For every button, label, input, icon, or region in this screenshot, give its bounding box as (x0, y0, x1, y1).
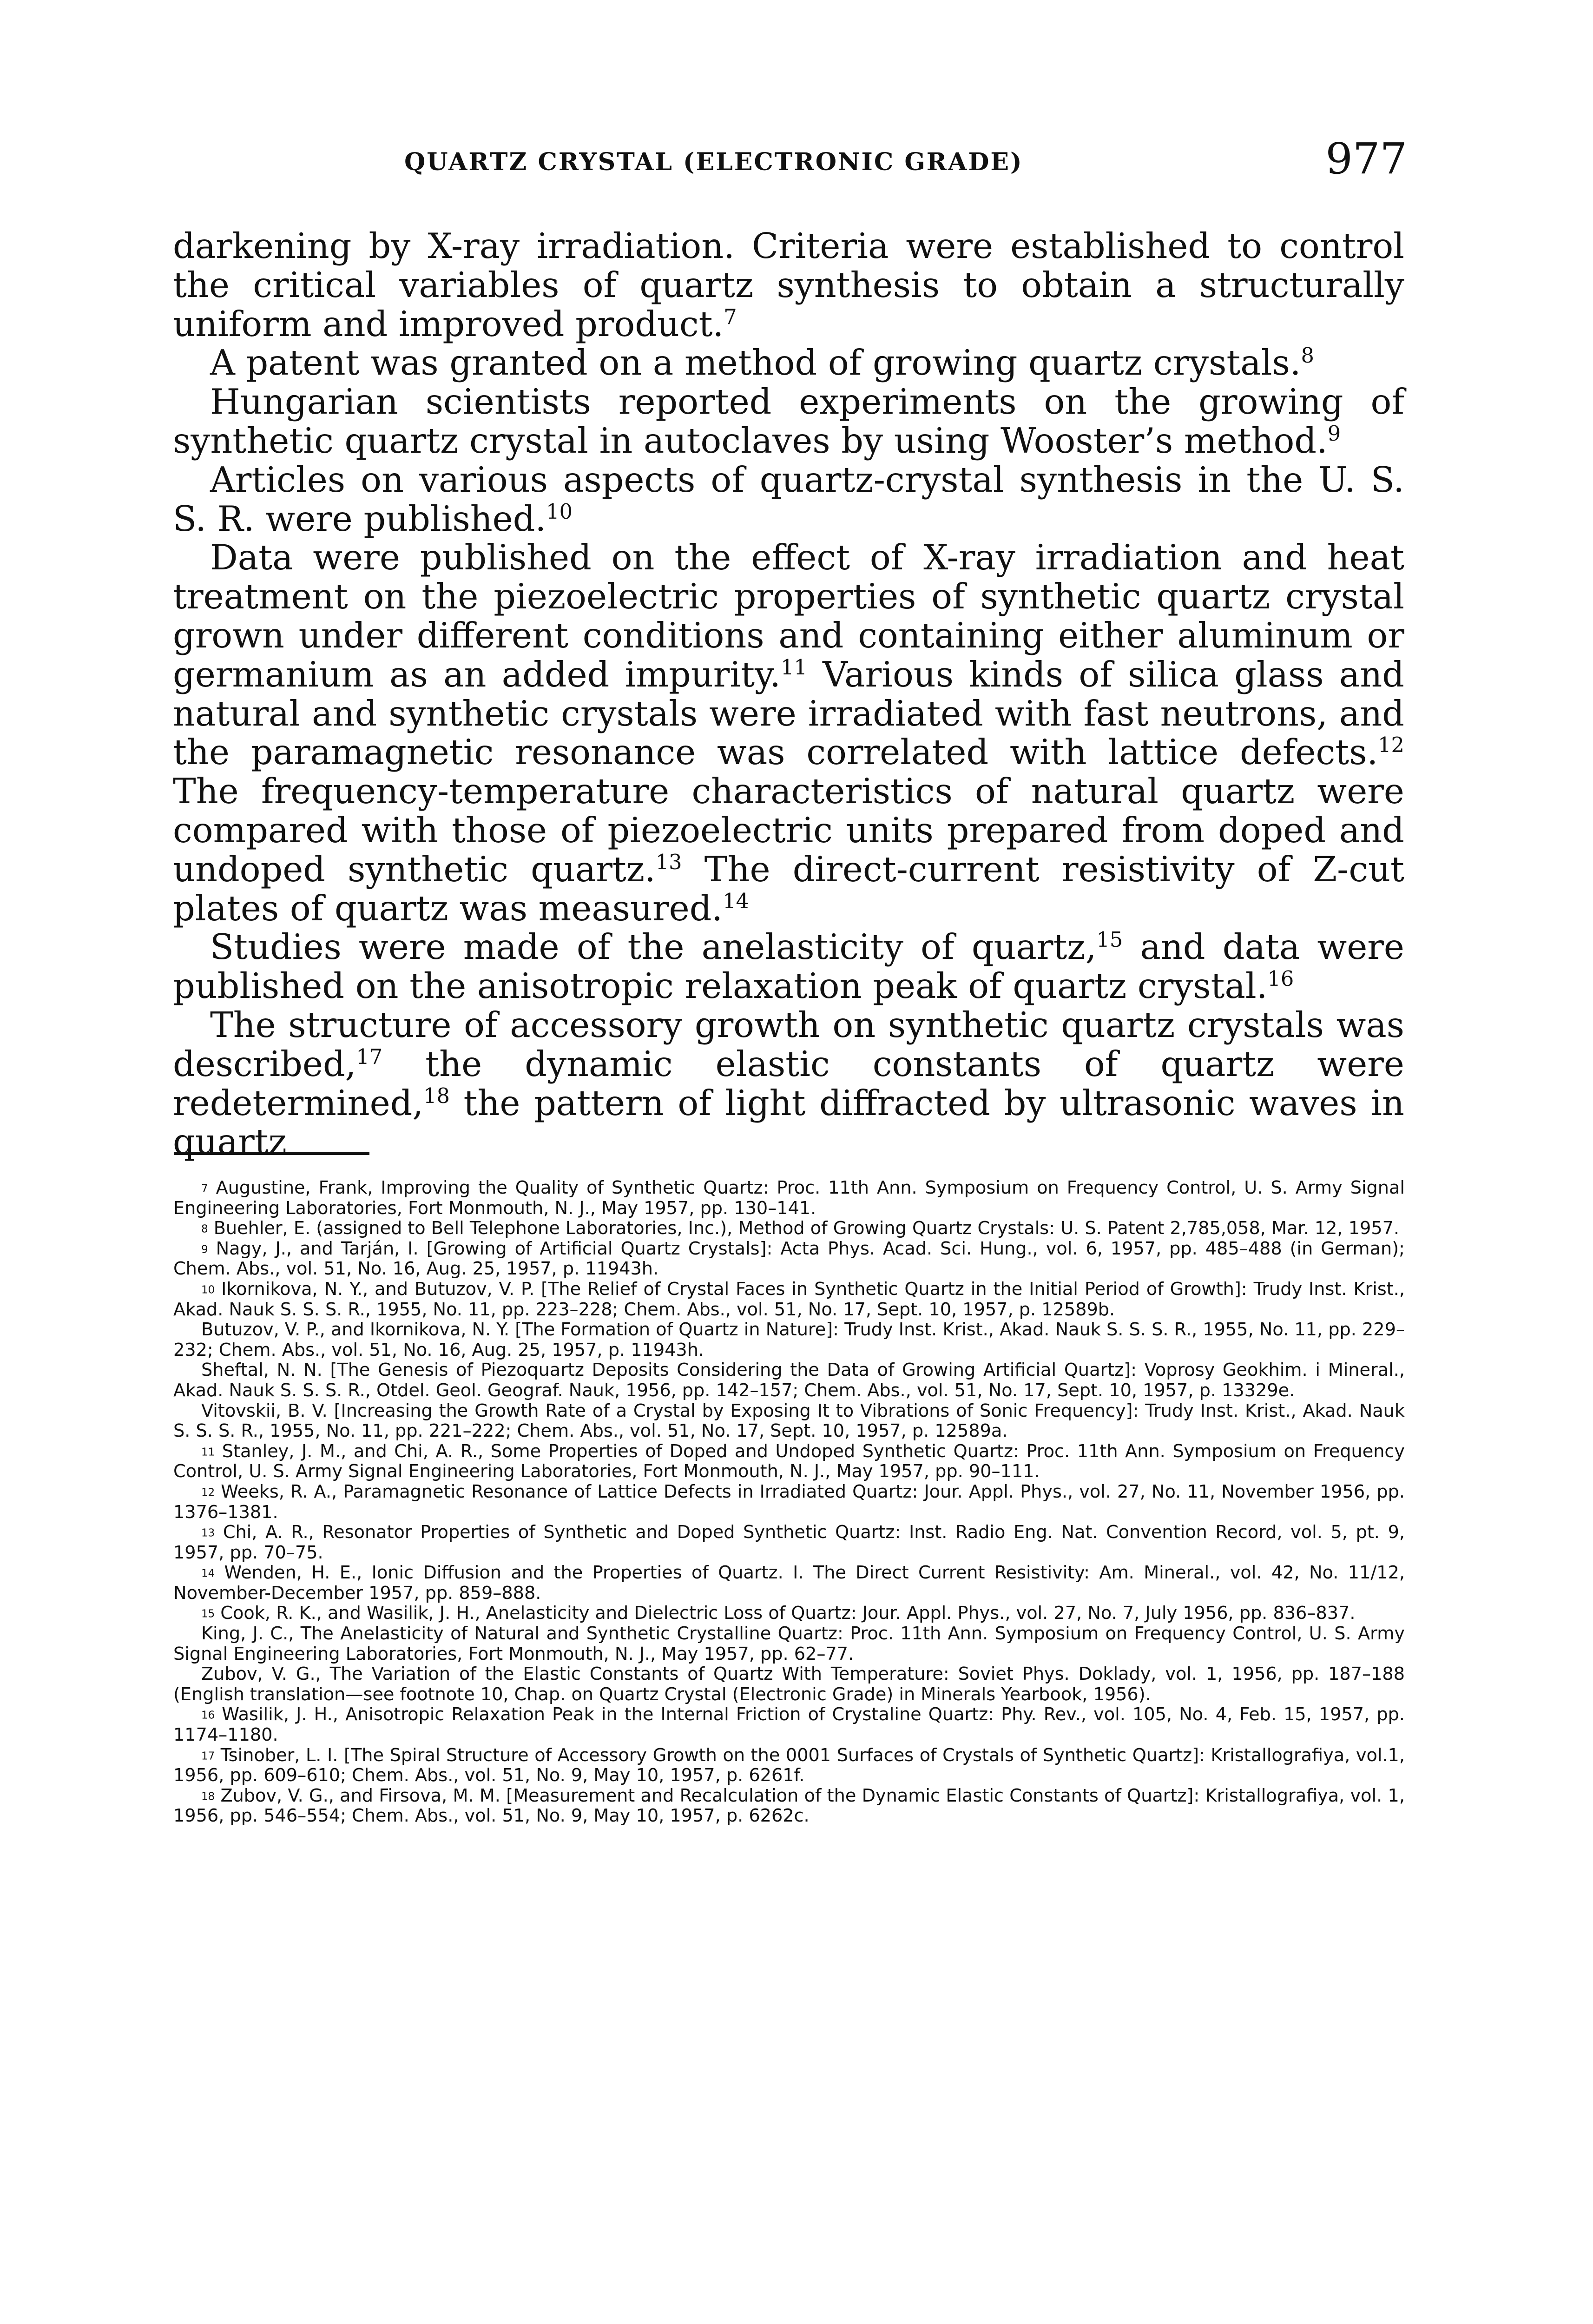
footnote-entry (173, 1219, 1405, 1239)
footnote-entry (173, 1523, 1405, 1563)
footnote-entry (173, 1178, 1405, 1219)
footnote-text: Weeks, R. A., Paramagnetic Resonance of Lattice Defects in Irradiated Quartz: Jour. Appl. Phys., vol. 27, No. 11, November 1956, pp. 1376–1381. (173, 1481, 1405, 1523)
footnote-text: Stanley, J. M., and Chi, A. R., Some Properties of Doped and Undoped Synthetic Quartz: Proc. 11th Ann. Symposium on Frequency Control, U. S. Army Signal Engineering Laboratories, Fort Monmouth, N. J., May 1957, pp. 90–111. (173, 1441, 1405, 1482)
footnote-text: Tsinober, L. I. [The Spiral Structure of Accessory Growth on the 0001 Surfaces of Crystals of Synthetic Quartz]: Kristallografiya, vol.1, 1956, pp. 609–610; Chem. Abs., vol. 51, No. 9, May 10, 1957, p. 6261f. (173, 1745, 1405, 1786)
body-paragraph (173, 1006, 1404, 1162)
footnote-number: 15 (201, 1608, 215, 1621)
body-text-segment: The frequency-temperature characteristics of natural quartz were compared with those of piezoelectric units prepared from doped and undoped synthetic quartz. (173, 771, 1404, 890)
footnote-reference: 13 (655, 850, 682, 874)
footnote-reference: 10 (546, 499, 573, 524)
footnote-number: 16 (201, 1710, 215, 1722)
body-text-segment: Studies were made of the anelasticity of quartz, (210, 927, 1097, 968)
footnote-text: Chi, A. R., Resonator Properties of Synthetic and Doped Synthetic Quartz: Inst. Radio Eng. Nat. Convention Record, vol. 5, pt. 9, 1957, pp. 70–75. (173, 1522, 1405, 1563)
footnote-entry (173, 1280, 1405, 1320)
body-text-segment: darkening by X-ray irradiation. Criteria were established to control the critical variables of quartz synthesis to obtain a structurally uniform and improved product. (173, 226, 1404, 344)
footnote-text: Zubov, V. G., and Firsova, M. M. [Measurement and Recalculation of the Dynamic Elastic Constants of Quartz]: Kristallografiya, vol. 1, 1956, pp. 546–554; Chem. Abs., vol. 51, No. 9, May 10, 1957, p. 6262c. (173, 1785, 1405, 1827)
footnote-reference: 8 (1301, 343, 1314, 368)
footnote-text: King, J. C., The Anelasticity of Natural and Synthetic Crystalline Quartz: Proc. 11th Ann. Symposium on Frequency Control, U. S. Army Signal Engineering Laboratories, Fort Monmouth, N. J., May 1957, pp. 62–77. (173, 1624, 1405, 1664)
footnote-divider (174, 1152, 369, 1155)
footnote-text: Nagy, J., and Tarján, I. [Growing of Artificial Quartz Crystals]: Acta Phys. Acad. Sci. Hung., vol. 6, 1957, pp. 485–488 (in German); Chem. Abs., vol. 51, No. 16, Aug. 25, 1957, p. 11943h. (173, 1238, 1405, 1280)
footnote-reference: 7 (724, 304, 737, 329)
footnote-text: Augustine, Frank, Improving the Quality of Synthetic Quartz: Proc. 11th Ann. Symposium on Frequency Control, U. S. Army Signal Engineering Laboratories, Fort Monmouth, N. J., May 1957, pp. 130–141. (173, 1178, 1405, 1219)
footnote-number: 13 (201, 1527, 215, 1539)
footnote-reference: 9 (1327, 422, 1341, 446)
footnote-text: Sheftal, N. N. [The Genesis of Piezoquartz Deposits Considering the Data of Growing Artificial Quartz]: Voprosy Geokhim. i Mineral., Akad. Nauk S. S. S. R., Otdel. Geol. Geograf. Nauk, 1956, pp. 142–157; Chem. Abs., vol. 51, No. 17, Sept. 10, 1957, p. 13329e. (173, 1360, 1405, 1401)
body-paragraph (173, 343, 1404, 383)
body-paragraph (173, 227, 1404, 343)
body-text-segment: the pattern of light diffracted by ultrasonic waves in quartz (173, 1083, 1404, 1162)
footnote-entry (173, 1320, 1405, 1360)
body-paragraph (173, 383, 1404, 461)
footnote-reference: 15 (1096, 928, 1123, 952)
footnote-entry (173, 1401, 1405, 1442)
body-text (173, 227, 1404, 1162)
footnote-text: Vitovskii, B. V. [Increasing the Growth Rate of a Crystal by Exposing It to Vibrations of Sonic Frequency]: Trudy Inst. Krist., Akad. Nauk S. S. S. R., 1955, No. 11, pp. 221–222; Chem. Abs., vol. 51, No. 17, Sept. 10, 1957, p. 12589a. (173, 1400, 1405, 1442)
body-paragraph (173, 928, 1404, 1006)
footnote-entry (173, 1664, 1405, 1705)
footnote-number: 14 (201, 1567, 215, 1580)
footnote-entry (173, 1624, 1405, 1664)
footnote-number: 12 (201, 1486, 215, 1499)
footnote-entry (173, 1563, 1405, 1604)
footnote-reference: 12 (1378, 733, 1404, 758)
body-text-segment: The direct-current resistivity of Z-cut plates of quartz was measured. (173, 849, 1404, 929)
footnote-entry (173, 1482, 1405, 1523)
body-text-segment: A patent was granted on a method of growing quartz crystals. (210, 343, 1301, 383)
footnote-entry (173, 1360, 1405, 1401)
body-text-segment: and data were published on the anisotropic relaxation peak of quartz crystal. (173, 927, 1404, 1007)
footnote-number: 18 (201, 1790, 215, 1803)
body-paragraph (173, 461, 1404, 539)
footnote-entry (173, 1786, 1405, 1827)
body-text-segment: Hungarian scientists reported experiments on the growing of synthetic quartz crystal in autoclaves by using Wooster’s method. (173, 382, 1404, 461)
footnote-entry (173, 1604, 1405, 1624)
body-text-segment: Articles on various aspects of quartz-crystal synthesis in the U. S. S. R. were published. (173, 459, 1404, 539)
body-text-segment: Various kinds of silica glass and natural and synthetic crystals were irradiated with fast neutrons, and the paramagnetic resonance was correlated with lattice defects. (173, 654, 1404, 773)
footnote-number: 8 (201, 1223, 208, 1235)
footnote-entry (173, 1705, 1405, 1745)
footnote-number: 17 (201, 1750, 215, 1763)
body-text-segment: the dynamic elastic constants of quartz were redetermined, (173, 1043, 1404, 1123)
footnote-reference: 16 (1267, 967, 1294, 991)
body-text-segment: Data were published on the effect of X-ray irradiation and heat treatment on the piezoelectric properties of synthetic quartz crystal grown under different conditions and containing either aluminum or germanium as an added impurity. (173, 537, 1404, 695)
footnote-number: 7 (201, 1182, 208, 1195)
footnote-text: Wasilik, J. H., Anisotropic Relaxation Peak in the Internal Friction of Crystaline Quartz: Phy. Rev., vol. 105, No. 4, Feb. 15, 1957, pp. 1174–1180. (173, 1704, 1405, 1746)
body-paragraph (173, 538, 1404, 928)
footnote-text: Ikornikova, N. Y., and Butuzov, V. P. [The Relief of Crystal Faces in Synthetic Quartz in the Initial Period of Growth]: Trudy Inst. Krist., Akad. Nauk S. S. S. R., 1955, No. 11, pp. 223–228; Chem. Abs., vol. 51, No. 17, Sept. 10, 1957, p. 12589b. (173, 1279, 1405, 1320)
footnote-entry (173, 1746, 1405, 1786)
footnote-entry (173, 1239, 1405, 1280)
footnote-reference: 17 (356, 1044, 383, 1069)
footnote-reference: 11 (780, 655, 807, 680)
running-header: QUARTZ CRYSTAL (ELECTRONIC GRADE) (404, 148, 1023, 176)
footnote-number: 9 (201, 1243, 208, 1256)
footnote-text: Buehler, E. (assigned to Bell Telephone Laboratories, Inc.), Method of Growing Quartz Crystals: U. S. Patent 2,785,058, Mar. 12, 1957. (213, 1218, 1400, 1239)
page-number: 977 (1325, 134, 1407, 184)
footnote-text: Zubov, V. G., The Variation of the Elastic Constants of Quartz With Temperature: Soviet Phys. Doklady, vol. 1, 1956, pp. 187–188 (English translation—see footnote 10, Chap. on Quartz Crystal (Electronic Grade) in Minerals Yearbook, 1956). (173, 1664, 1405, 1705)
footnote-text: Butuzov, V. P., and Ikornikova, N. Y. [The Formation of Quartz in Nature]: Trudy Inst. Krist., Akad. Nauk S. S. S. R., 1955, No. 11, pp. 229–232; Chem. Abs., vol. 51, No. 16, Aug. 25, 1957, p. 11943h. (173, 1320, 1405, 1360)
body-text-segment: The structure of accessory growth on synthetic quartz crystals was described, (173, 1004, 1404, 1084)
footnote-reference: 18 (423, 1083, 450, 1108)
footnotes (173, 1178, 1405, 1827)
footnote-reference: 14 (723, 889, 749, 913)
footnote-number: 10 (201, 1284, 215, 1296)
footnote-text: Cook, R. K., and Wasilik, J. H., Anelasticity and Dielectric Loss of Quartz: Jour. Appl. Phys., vol. 27, No. 7, July 1956, pp. 836–837. (220, 1603, 1356, 1624)
footnote-text: Wenden, H. E., Ionic Diffusion and the Properties of Quartz. I. The Direct Current Resistivity: Am. Mineral., vol. 42, No. 11/12, November-December 1957, pp. 859–888. (173, 1563, 1405, 1604)
footnote-entry (173, 1442, 1405, 1482)
footnote-number: 11 (201, 1446, 215, 1459)
